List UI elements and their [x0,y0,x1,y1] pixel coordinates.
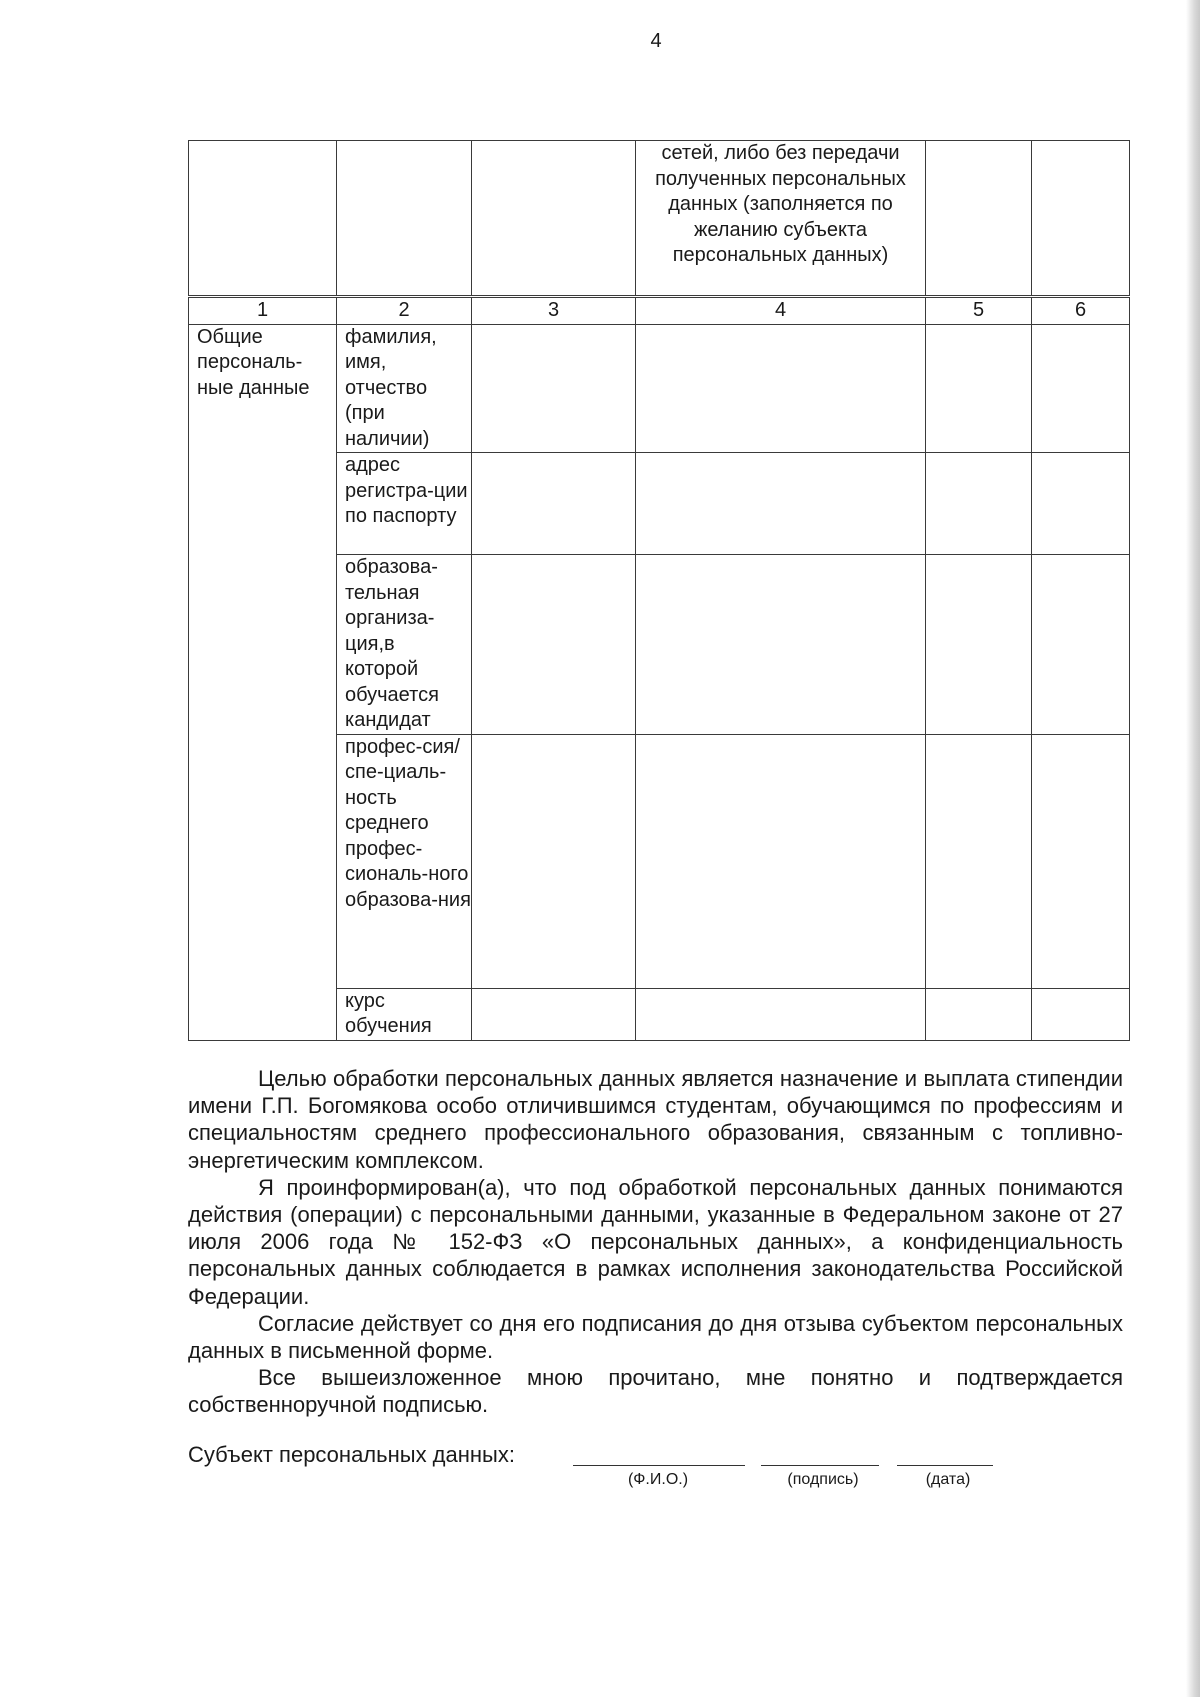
personal-data-table [188,140,1130,1041]
column-number-2: 2 [337,297,472,325]
column-number-4: 4 [636,297,926,325]
empty-cell [636,453,926,555]
row-label-fio: фамилия, имя, отчество (при наличии) [337,324,472,453]
row-label-course: курс обучения [337,988,472,1040]
empty-cell [472,988,636,1040]
signature-label: Субъект персональных данных: [188,1442,515,1467]
empty-cell [472,453,636,555]
purpose-paragraph: Целью обработки персональных данных является назначение и выплата стипендии имени Г.П. Богомякова особо отличившимся студентам, обучающимся по профессиям и специальностям среднего профессионального образования, связанным с топливно-энергетическим комплексом. [188,1066,1123,1173]
empty-cell [1032,555,1130,735]
validity-paragraph: Согласие действует со дня его подписания до дня отзыва субъектом персональных данных в письменной форме. [188,1310,1123,1364]
empty-cell [472,734,636,988]
column-number-row [189,297,1130,325]
empty-cell [472,555,636,735]
empty-cell [926,988,1032,1040]
row-label-address: адрес регистра-ции по паспорту [337,453,472,555]
empty-cell [1032,988,1130,1040]
empty-cell [926,324,1032,453]
empty-cell [926,555,1032,735]
fio-line[interactable] [573,1465,745,1466]
column-number-1: 1 [189,297,337,325]
date-caption: (дата) [925,1471,971,1488]
informed-paragraph: Я проинформирован(а), что под обработкой персональных данных понимаются действия (операции) с персональными данными, указанные в Федеральном законе от 27 июля 2006 года № 152-ФЗ «О персональных данных», а конфиденциальность персональных данных соблюдается в рамках исполнения законодательства Российской Федерации. [188,1174,1123,1309]
confirmation-paragraph: Все вышеизложенное мною прочитано, мне понятно и подтверждается собственноручной подписью. [188,1365,1123,1418]
column-number-5: 5 [926,297,1032,325]
empty-cell [1032,324,1130,453]
table-row [189,324,1130,453]
empty-cell [636,324,926,453]
row-label-organization: образова-тельная организа-ция,в которой обучается кандидат [337,555,472,735]
consent-text [188,1065,1123,1419]
empty-cell [472,324,636,453]
table-header-continuation-row [189,141,1130,297]
empty-cell [636,988,926,1040]
signature-caption: (подпись) [787,1471,859,1488]
header-continuation-cell: сетей, либо без передачи полученных персональных данных (заполняется по желанию субъекта персональных данных) [636,141,926,297]
empty-cell [636,734,926,988]
date-line[interactable] [897,1465,993,1466]
column-number-6: 6 [1032,297,1130,325]
empty-cell [926,734,1032,988]
category-cell: Общие персональ-ные данные [189,324,337,1040]
empty-cell [1032,734,1130,988]
column-number-3: 3 [472,297,636,325]
empty-cell [636,555,926,735]
signature-line[interactable] [761,1465,879,1466]
empty-cell [1032,453,1130,555]
page-edge-shadow [1186,0,1200,1697]
page-number: 4 [650,30,662,52]
empty-cell [926,453,1032,555]
fio-caption: (Ф.И.О.) [627,1471,689,1488]
row-label-profession: профес-сия/спе-циаль-ность среднего профес-сиональ-ного образова-ния [337,734,472,988]
